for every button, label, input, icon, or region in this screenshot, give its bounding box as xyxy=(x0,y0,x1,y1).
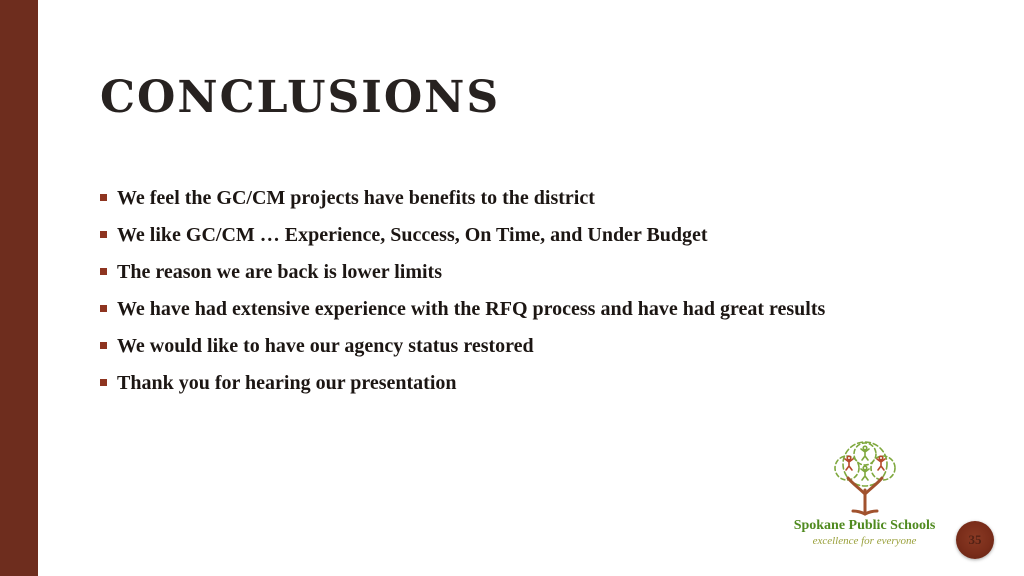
bullet-square-icon xyxy=(100,379,107,386)
left-accent-bar xyxy=(0,0,38,576)
bullet-square-icon xyxy=(100,194,107,201)
bullet-square-icon xyxy=(100,342,107,349)
bullet-square-icon xyxy=(100,231,107,238)
bullet-text: We have had extensive experience with the RFQ process and have had great results xyxy=(117,298,826,320)
bullet-square-icon xyxy=(100,268,107,275)
bullet-item xyxy=(100,260,890,284)
bullet-item xyxy=(100,297,890,321)
page-number-badge xyxy=(956,521,994,559)
tree-logo-icon xyxy=(805,438,925,516)
bullet-item xyxy=(100,223,890,247)
page-number: 35 xyxy=(968,532,982,547)
bullet-text: We would like to have our agency status restored xyxy=(117,335,534,357)
bullet-square-icon xyxy=(100,305,107,312)
bullet-item xyxy=(100,371,890,395)
spokane-public-schools-logo xyxy=(782,438,947,547)
logo-name: Spokane Public Schools xyxy=(793,518,936,533)
bullet-list xyxy=(100,186,890,395)
bullet-text: Thank you for hearing our presentation xyxy=(117,372,457,394)
bullet-text: We feel the GC/CM projects have benefits to the district xyxy=(117,187,595,209)
bullet-text: We like GC/CM … Experience, Success, On Time, and Under Budget xyxy=(117,224,708,246)
slide-title: CONCLUSIONS xyxy=(100,72,501,123)
bullet-text: The reason we are back is lower limits xyxy=(117,261,442,283)
logo-tagline: excellence for everyone xyxy=(812,535,917,547)
bullet-item xyxy=(100,334,890,358)
bullet-item xyxy=(100,186,890,210)
